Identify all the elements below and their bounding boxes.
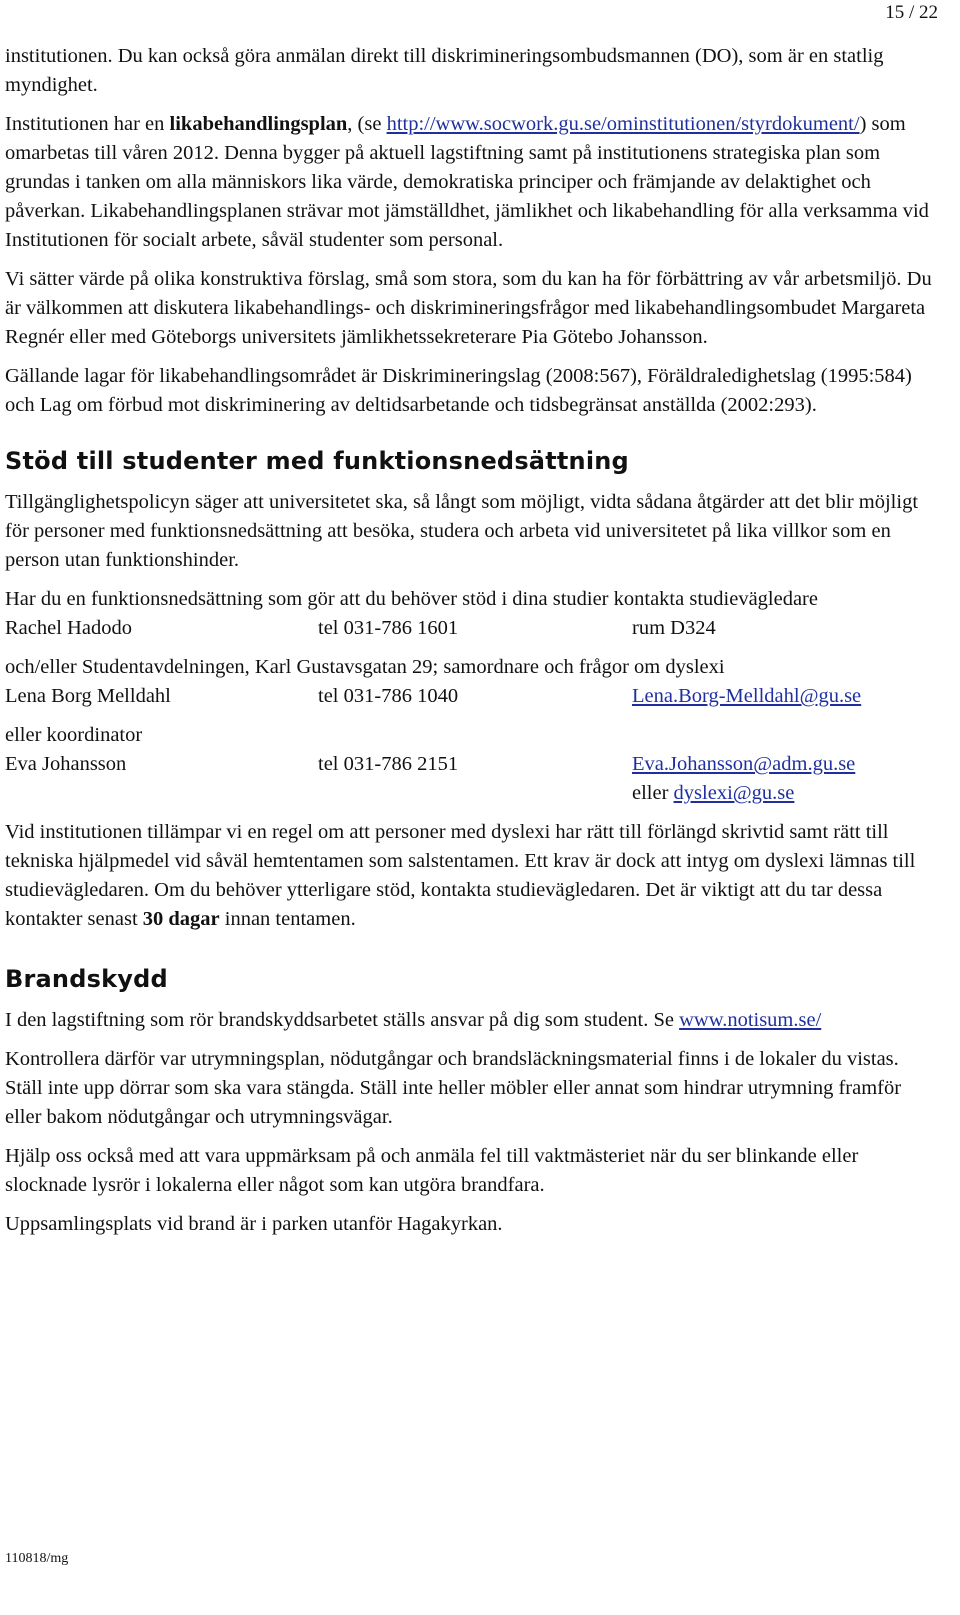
heading-student-support: Stöd till studenter med funktionsnedsättning — [5, 447, 629, 475]
contact-phone: tel 031-786 1040 — [318, 685, 459, 707]
email-link[interactable]: Eva.Johansson@adm.gu.se — [632, 753, 856, 775]
notisum-link[interactable]: www.notisum.se/ — [679, 1009, 822, 1031]
text: Vid institutionen tillämpar vi en regel om att personer med dyslexi har rätt till förlängd skrivtid samt rätt till tekniska hjälpmedel vid såväl hemtentamen som salstentamen. Ett krav är dock att intyg om dyslexi lämnas till studievägledaren. Om du behöver ytterligare stöd, kontakta studievägledaren. Det är viktigt att du tar dessa kontakter senast — [5, 821, 916, 930]
contact-name: Rachel Hadodo — [5, 617, 132, 639]
text: Institutionen har en — [5, 113, 170, 135]
document-body — [5, 42, 935, 1249]
contact-phone: tel 031-786 2151 — [318, 753, 459, 775]
paragraph-laws: Gällande lagar för likabehandlingsområdet är Diskrimineringslag (2008:567), Föräldraledighetslag (1995:584) och Lag om förbud mot diskriminering av deltidsarbetande och tidsbegränsat anställda (2002:293). — [5, 365, 912, 416]
contact-row-advisor — [5, 614, 935, 643]
footer-code: 110818/mg — [5, 1551, 69, 1566]
paragraph-work-environment: Vi sätter värde på olika konstruktiva förslag, små som stora, som du kan ha för förbättring av vår arbetsmiljö. Du är välkommen att diskutera likabehandlings- och diskrimineringsfrågor med likabehandlingsombudet Margareta Regnér eller med Göteborgs universitets jämlikhetssekreterare Pia Götebo Johansson. — [5, 268, 932, 348]
equality-plan-bold: likabehandlingsplan — [169, 113, 348, 135]
paragraph-fire-check: Kontrollera därför var utrymningsplan, nödutgångar och brandsläckningsmaterial finns i de lokaler du vistas. Ställ inte upp dörrar som ska vara stängda. Ställ inte heller möbler eller annat som hindrar utrymning framför eller bakom nödutgångar och utrymningsvägar. — [5, 1048, 902, 1128]
paragraph-contact-advisor: Har du en funktionsnedsättning som gör att du behöver stöd i dina studier kontakta studievägledare — [5, 588, 818, 610]
contact-row-coordinator — [5, 750, 935, 808]
paragraph-do-report: institutionen. Du kan också göra anmälan direkt till diskrimineringsombudsmannen (DO), som är en statlig myndighet. — [5, 45, 884, 96]
paragraph-fire-report: Hjälp oss också med att vara uppmärksam på och anmäla fel till vaktmästeriet när du ser blinkande eller slocknade lysrör i lokalerna eller något som kan utgöra brandfara. — [5, 1145, 859, 1196]
deadline-bold: 30 dagar — [142, 908, 220, 930]
paragraph-fire-law — [5, 1006, 935, 1035]
text: , (se — [347, 113, 387, 135]
or-text: eller — [632, 782, 669, 804]
contact-row-coordinator-dyslexia — [5, 682, 935, 711]
styrdokument-link[interactable]: http://www.socwork.gu.se/ominstitutionen/styrdokument/ — [386, 113, 860, 135]
text: innan tentamen. — [219, 908, 356, 930]
dyslexia-email-link[interactable]: dyslexi@gu.se — [673, 782, 795, 804]
paragraph-accessibility-policy: Tillgänglighetspolicyn säger att universitetet ska, så långt som möjligt, vidta sådana åtgärder att det blir möjligt för personer med funktionsnedsättning att besöka, studera och arbeta vid universitetet på lika villkor som en person utan funktionshinder. — [5, 491, 919, 571]
paragraph-dyslexia-rule — [5, 818, 935, 934]
contact-name: Lena Borg Melldahl — [5, 685, 171, 707]
paragraph-student-office: och/eller Studentavdelningen, Karl Gustavsgatan 29; samordnare och frågor om dyslexi — [5, 656, 725, 678]
paragraph-assembly-point: Uppsamlingsplats vid brand är i parken utanför Hagakyrkan. — [5, 1213, 503, 1235]
contact-phone: tel 031-786 1601 — [318, 617, 459, 639]
contact-name: Eva Johansson — [5, 753, 127, 775]
heading-fire-safety: Brandskydd — [5, 965, 168, 993]
paragraph-or-coordinator: eller koordinator — [5, 724, 143, 746]
contact-room: rum D324 — [632, 617, 716, 639]
page-number: 15 / 22 — [885, 2, 938, 23]
text: ) som omarbetas till våren 2012. Denna bygger på aktuell lagstiftning samt på institutionens strategiska plan som grundas i tanken om alla människors lika värde, demokratiska principer och främjande av delaktighet och påverkan. Likabehandlingsplanen strävar mot jämställdhet, jämlikhet och likabehandling för alla verksamma vid Institutionen för socialt arbete, såväl studenter som personal. — [5, 113, 929, 251]
text: I den lagstiftning som rör brandskyddsarbetet ställs ansvar på dig som student. Se — [5, 1009, 680, 1031]
email-link[interactable]: Lena.Borg-Melldahl@gu.se — [632, 685, 862, 707]
paragraph-equality-plan — [5, 110, 935, 255]
